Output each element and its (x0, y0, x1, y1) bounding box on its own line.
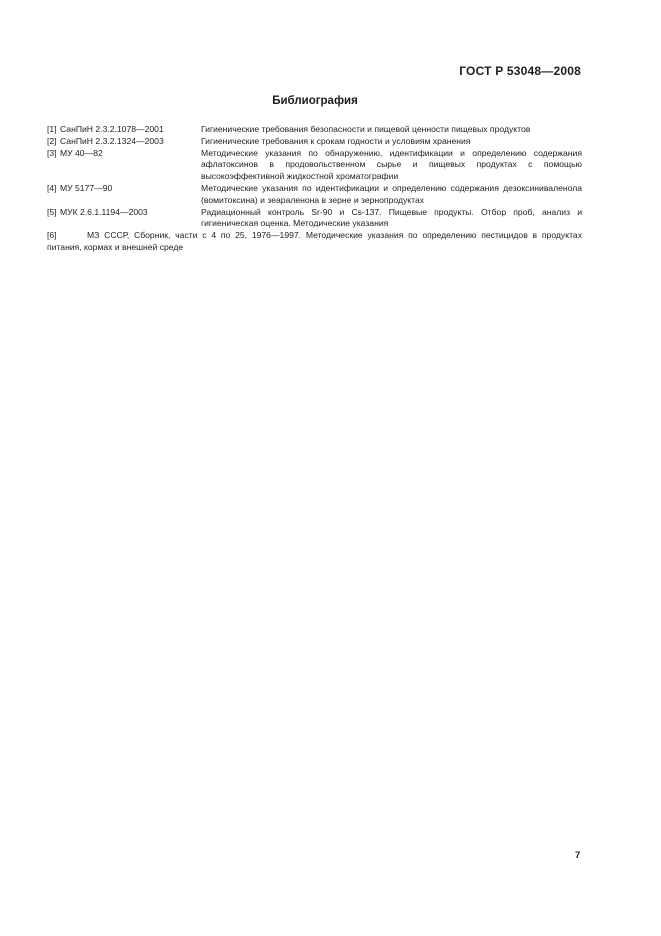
entry-code: МУ 40—82 (60, 147, 103, 158)
entry-code: СанПиН 2.3.2.1324—2003 (60, 135, 164, 146)
bibliography-list (47, 124, 582, 254)
bibliography-entry (47, 207, 582, 231)
page-number: 7 (575, 850, 581, 861)
bibliography-entry (47, 124, 582, 136)
entry-description: Методические указания по обнаружению, идентификации и определению содержания афлатоксинов в продовольственном сырье и пищевых продуктах с помощью высокоэффективной жидкостной хроматографии (201, 147, 582, 182)
entry-description: Радиационный контроль Sr-90 и Cs-137. Пищевые продукты. Отбор проб, анализ и гигиеническая оценка. Методические указания (201, 206, 582, 229)
entry-number: [6] (47, 230, 57, 241)
entry-number: [2] (47, 135, 57, 146)
entry-number: [1] (47, 124, 57, 134)
entry-code: СанПиН 2.3.2.1078—2001 (60, 124, 164, 134)
bibliography-entry (47, 148, 582, 183)
bibliography-entry (47, 230, 582, 254)
bibliography-entry (47, 136, 582, 148)
page-title: Библиография (272, 95, 358, 107)
entry-number: [3] (47, 147, 57, 158)
entry-description: МЗ СССР, Сборник, части с 4 по 25, 1976—1997. Методические указания по определению пестицидов в продуктах питания, кормах и внешней среде (47, 230, 582, 252)
entry-number: [4] (47, 182, 57, 193)
entry-description: Методические указания по идентификации и определению содержания дезоксиниваленола (вомитоксина) и зеараленона в зерне и зернопродуктах (201, 182, 582, 205)
entry-description: Гигиенические требования безопасности и пищевой ценности пищевых продуктов (201, 124, 531, 134)
entry-code: МУК 2.6.1.1194—2003 (60, 206, 148, 217)
bibliography-entry (47, 183, 582, 207)
entry-description: Гигиенические требования к срокам годности и условиям хранения (201, 135, 471, 146)
standard-designation: ГОСТ Р 53048—2008 (459, 64, 581, 78)
entry-code: МУ 5177—90 (60, 182, 113, 193)
entry-number: [5] (47, 206, 57, 217)
